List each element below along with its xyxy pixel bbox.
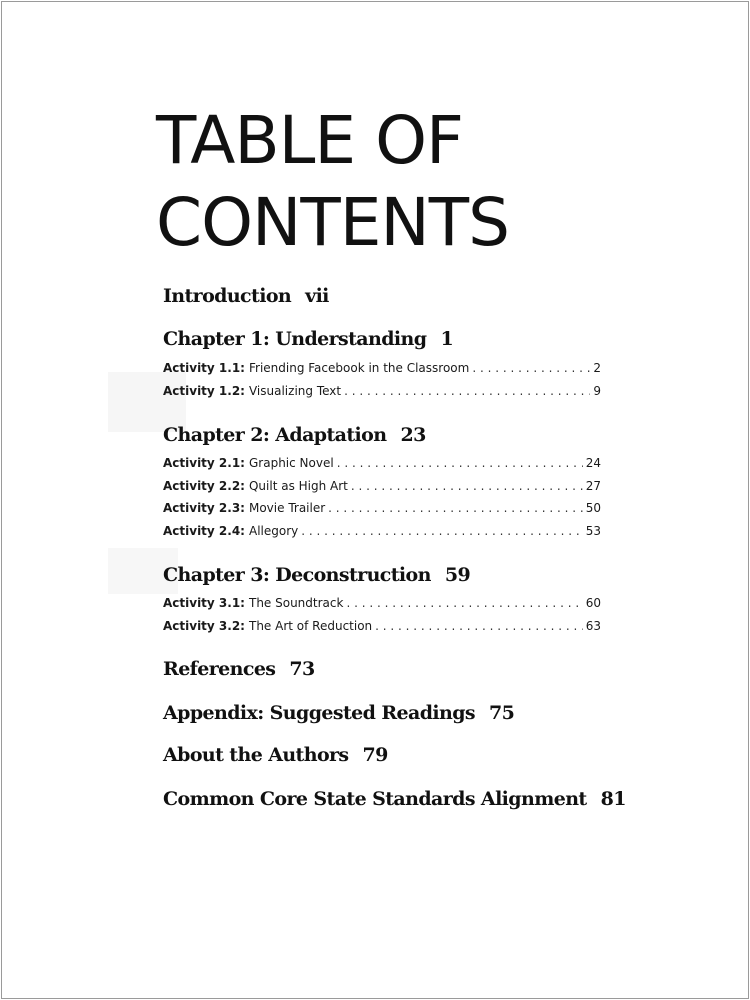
entry-title: References bbox=[163, 658, 276, 680]
leader-dots bbox=[301, 524, 582, 538]
leader-dots bbox=[328, 501, 583, 515]
activity-name: The Art of Reduction bbox=[248, 619, 373, 633]
entry-title: About the Authors bbox=[163, 744, 349, 766]
entry-page: 73 bbox=[289, 658, 315, 680]
activity-page: 60 bbox=[585, 596, 601, 610]
toc-entry-chapter-2[interactable] bbox=[163, 424, 426, 446]
title-line-2: CONTENTS bbox=[156, 184, 510, 261]
entry-title: Chapter 2: Adaptation bbox=[163, 424, 387, 446]
activity-page: 2 bbox=[593, 361, 601, 375]
activity-name: Movie Trailer bbox=[248, 501, 326, 515]
entry-page: 59 bbox=[444, 564, 471, 586]
leader-dots bbox=[337, 456, 583, 470]
toc-activity-2-3[interactable] bbox=[163, 501, 601, 519]
toc-activity-2-1[interactable] bbox=[163, 456, 601, 474]
leader-dots bbox=[346, 596, 582, 610]
bleed-through-mark bbox=[108, 372, 186, 432]
activity-label: Activity 2.1: bbox=[163, 456, 245, 470]
toc-activity-1-1[interactable] bbox=[163, 361, 601, 379]
entry-page: 79 bbox=[362, 744, 388, 766]
activity-page: 53 bbox=[585, 524, 601, 538]
activity-page: 9 bbox=[593, 384, 601, 398]
toc-entry-about-authors[interactable] bbox=[163, 744, 388, 766]
entry-page: vii bbox=[305, 285, 329, 307]
toc-activity-1-2[interactable] bbox=[163, 384, 601, 402]
entry-page: 23 bbox=[400, 424, 426, 446]
entry-page: 81 bbox=[600, 788, 626, 810]
entry-title: Chapter 3: Deconstruction bbox=[163, 564, 431, 586]
activity-page: 27 bbox=[585, 479, 601, 493]
entry-title: Introduction bbox=[163, 285, 292, 307]
activity-label: Activity 3.2: bbox=[163, 619, 245, 633]
toc-entry-chapter-3[interactable] bbox=[163, 564, 470, 586]
activity-label: Activity 2.2: bbox=[163, 479, 245, 493]
toc-entry-introduction[interactable] bbox=[163, 285, 329, 307]
activity-page: 63 bbox=[585, 619, 601, 633]
toc-entry-appendix[interactable] bbox=[163, 702, 514, 724]
activity-label: Activity 1.1: bbox=[163, 361, 245, 375]
toc-activity-2-4[interactable] bbox=[163, 524, 601, 542]
activity-name: Graphic Novel bbox=[248, 456, 334, 470]
activity-label: Activity 2.3: bbox=[163, 501, 245, 515]
leader-dots bbox=[472, 361, 590, 375]
leader-dots bbox=[344, 384, 590, 398]
toc-entry-references[interactable] bbox=[163, 658, 315, 680]
entry-page: 1 bbox=[440, 328, 454, 350]
entry-page: 75 bbox=[489, 702, 515, 724]
activity-name: The Soundtrack bbox=[248, 596, 344, 610]
activity-name: Visualizing Text bbox=[248, 384, 342, 398]
activity-page: 50 bbox=[585, 501, 601, 515]
activity-name: Allegory bbox=[248, 524, 299, 538]
title-line-1: TABLE OF bbox=[156, 102, 463, 179]
leader-dots bbox=[351, 479, 583, 493]
entry-title: Appendix: Suggested Readings bbox=[163, 702, 476, 724]
activity-label: Activity 3.1: bbox=[163, 596, 245, 610]
activity-page: 24 bbox=[585, 456, 601, 470]
leader-dots bbox=[375, 619, 583, 633]
toc-activity-3-2[interactable] bbox=[163, 619, 601, 637]
toc-activity-3-1[interactable] bbox=[163, 596, 601, 614]
toc-activity-2-2[interactable] bbox=[163, 479, 601, 497]
activity-name: Quilt as High Art bbox=[248, 479, 348, 493]
page-title bbox=[156, 100, 509, 264]
activity-label: Activity 2.4: bbox=[163, 524, 245, 538]
activity-name: Friending Facebook in the Classroom bbox=[248, 361, 470, 375]
toc-entry-chapter-1[interactable] bbox=[163, 328, 453, 350]
entry-title: Common Core State Standards Alignment bbox=[163, 788, 587, 810]
entry-title: Chapter 1: Understanding bbox=[163, 328, 427, 350]
activity-label: Activity 1.2: bbox=[163, 384, 245, 398]
toc-entry-ccss-alignment[interactable] bbox=[163, 788, 626, 810]
